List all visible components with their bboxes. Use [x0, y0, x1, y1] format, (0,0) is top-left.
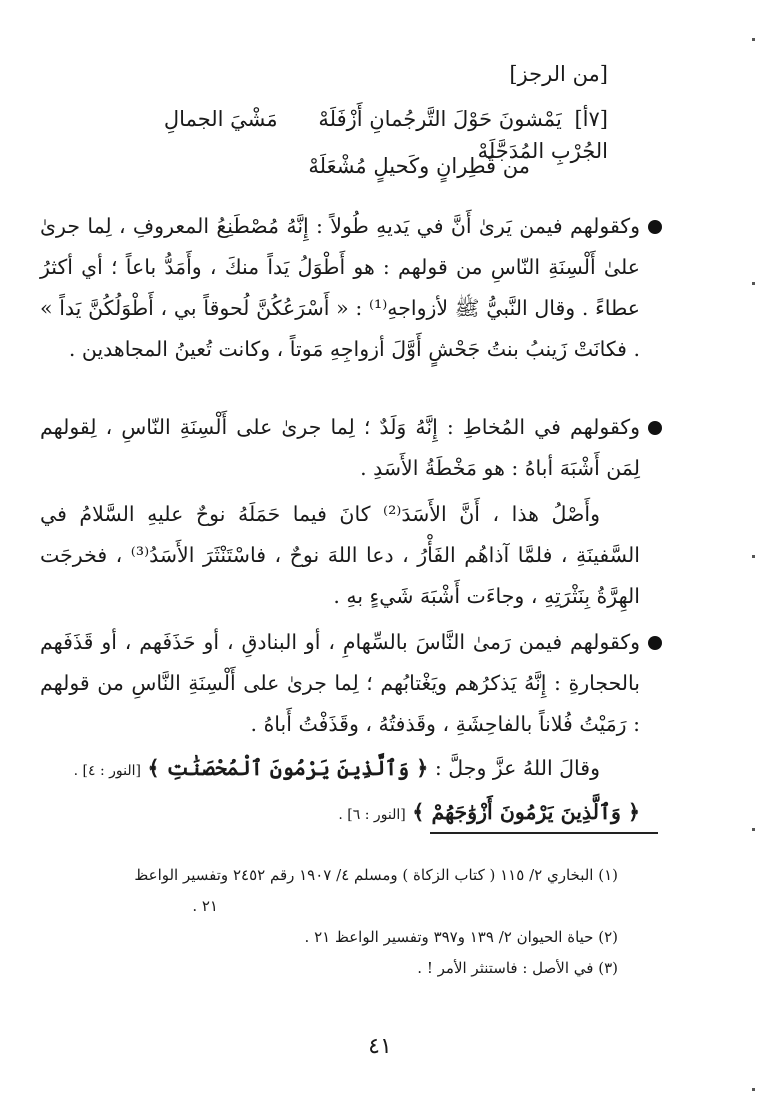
verse-number: [٧أ]: [574, 107, 608, 131]
paragraph-2: [40, 407, 640, 489]
quran-verse-1: ﴿ وَٱلَّذِينَ يَرْمُونَ ٱلْمُحْصَنَٰتِ ﴾: [147, 756, 429, 780]
footnote-1-continuation: ٢١ .: [192, 897, 218, 915]
edge-mark: [752, 828, 755, 831]
verse-hemistich-2: مَشْيَ الجمالِ الجُرْبِ المُدَجَّلَهْ: [163, 107, 608, 163]
footnotes: [98, 860, 618, 984]
bullet-icon: [648, 421, 662, 435]
paragraph-3: [40, 494, 640, 617]
poem-verse-line-2: [230, 150, 530, 182]
quran-verse-2: ﴿ وَٱلَّذِينَ يَرْمُونَ أَزْوَٰجَهُمْ ﴾: [412, 800, 640, 824]
verse-line-2-text: من قَطِرانٍ وكَحيلٍ مُشْعَلَهْ: [308, 154, 530, 178]
paragraph-text: وكقولهم فيمن يَرىٰ أَنَّ في يَديهِ طُولاً : إِنَّهُ مُصْطَنِعُ المعروفِ ، لِما جرىٰ علىٰ أَلْسِنَةِ النّاسِ من قولهم : هو أَطْوَلُ يَداً منكَ ، وأَمَدُّ باعاً ؛ أي أكثرُ عطاءً . وقال النَّبيُّ ﷺ لأزواجهِ⁽¹⁾ : « أَسْرَعُكُنَّ لُحوقاً بي ، أَطْوَلُكُنَّ يَداً » . فكانَتْ زَينبُ بنتُ جَحْشٍ أَوَّلَ أزواجِهِ مَوتاً ، وكانت تُعينُ المجاهدين .: [40, 214, 641, 361]
edge-mark: [752, 38, 755, 41]
paragraph-text: وكقولهم في المُخاطِ : إِنَّهُ وَلَدٌ ؛ لِما جرىٰ على أَلْسِنَةِ النّاسِ ، لِقولهم لِمَن أَشْبَهَ أباهُ : هو مَخْطَةُ الأَسَدِ .: [40, 415, 640, 480]
quran-ref-2: [النور : ٦] .: [338, 807, 406, 823]
bullet-icon: [648, 636, 662, 650]
edge-mark: [752, 1088, 755, 1091]
footnote-2: (٢) حياة الحيوان ٢/ ١٣٩ و٣٩٧ وتفسير الواعظ ٢١ .: [304, 928, 618, 946]
bullet-icon: [648, 220, 662, 234]
paragraph-4: [40, 622, 640, 745]
edge-mark: [752, 555, 755, 558]
paragraph-text: وكقولهم فيمن رَمىٰ النَّاسَ بالسِّهامِ ، أو البنادقِ ، أو حَذَفَهم ، أو قَذَفَهم بالحجارةِ : إِنَّهُ يَذكرُهم ويَغْتابُهم ؛ لِما جرىٰ على أَلْسِنَةِ النَّاسِ من قولهم : رَمَيْتُ فُلاناً بالفاحِشَةِ ، وقَذفتُهُ ، وقَذَفْتُ أَباهُ .: [40, 630, 640, 736]
quran-paragraph: [40, 748, 640, 836]
paragraph-text: وأَصْلُ هذا ، أَنَّ الأَسَدَ⁽²⁾ كانَ فيما حَمَلَهُ نوحٌ عليهِ السَّلامُ في السَّفينَةِ ، فلمَّا آذاهُم الفَأْرُ ، دعا اللهَ نوحٌ ، فاسْتَنْثَرَ الأَسَدُ⁽³⁾ ، فخرجَت الهِرَّةُ بِنَثْرَتِهِ ، وجاءَت أَشْبَهَ شَيءٍ بهِ .: [40, 502, 640, 608]
footnote-1: (١) البخاري ٢/ ١١٥ ( كتاب الزكاة ) ومسلم ٤/ ١٩٠٧ رقم ٢٤٥٢ وتفسير الواعظ: [134, 866, 618, 884]
page-number: ٤١: [368, 1034, 392, 1059]
meter-label: [من الرجز]: [509, 62, 608, 86]
edge-mark: [752, 282, 755, 285]
footnote-divider: [430, 832, 658, 834]
paragraph-1: [40, 206, 640, 370]
quran-intro: وقالَ اللهُ عزَّ وجلَّ :: [428, 756, 600, 780]
verse-hemistich-1: يَمْشونَ حَوْلَ التَّرجُمانِ أَزْفَلَهْ: [318, 107, 562, 131]
quran-ref-1: [النور : ٤] .: [73, 763, 141, 779]
footnote-3: (٣) في الأصل : فاستنثر الأمر ! .: [417, 959, 618, 977]
